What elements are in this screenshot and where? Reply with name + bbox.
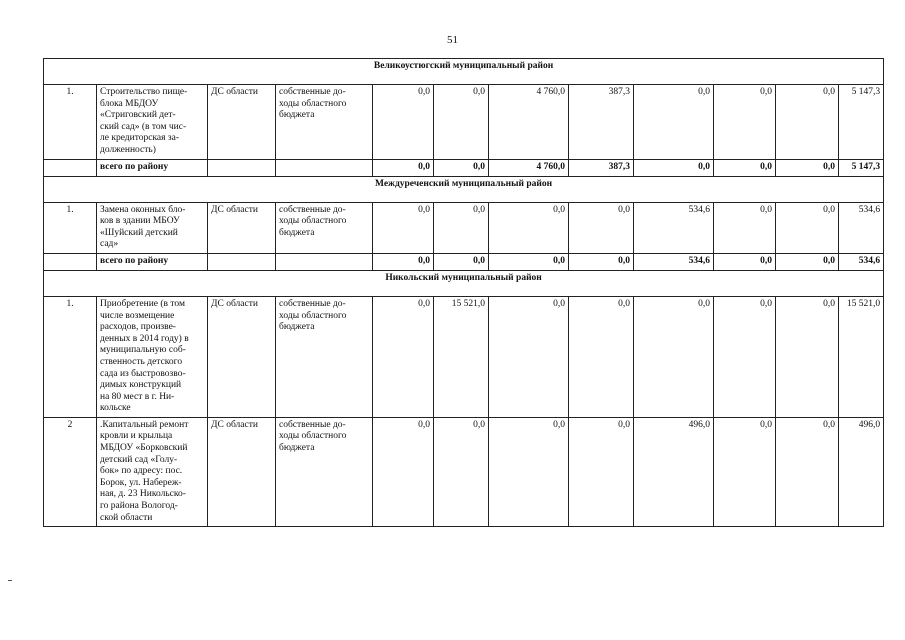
text-line: собственные до- <box>279 87 346 97</box>
value-cell: 0,0 <box>776 85 839 160</box>
value-cell: 534,6 <box>634 202 714 253</box>
object-name <box>97 202 208 253</box>
section-title: Никольский муниципальный район <box>44 270 884 296</box>
total-label: всего по району <box>97 159 208 176</box>
table-row <box>44 417 884 526</box>
total-value-cell: 0,0 <box>714 159 776 176</box>
row-number: 2 <box>44 417 97 526</box>
text-line: долженность) <box>100 144 156 155</box>
total-value-cell: 0,0 <box>714 253 776 270</box>
total-value-cell: 0,0 <box>373 253 434 270</box>
value-cell: 0,0 <box>569 296 634 417</box>
value-cell: 0,0 <box>634 85 714 160</box>
value-cell: 0,0 <box>489 202 569 253</box>
section-header-row <box>44 59 884 85</box>
text-line: .Капитальный ремонт <box>100 419 189 430</box>
budget-table <box>43 58 884 527</box>
total-value-cell: 534,6 <box>839 253 884 270</box>
value-cell: 0,0 <box>434 85 489 160</box>
text-line: ле кредиторская за- <box>100 133 180 144</box>
value-cell: 0,0 <box>776 417 839 526</box>
text-line: ков в здании МБОУ <box>100 216 180 227</box>
value-cell: 387,3 <box>569 85 634 160</box>
value-cell: 15 521,0 <box>434 296 489 417</box>
value-cell: 0,0 <box>373 202 434 253</box>
total-empty-cell <box>276 253 373 270</box>
text-line: димых конструкций <box>100 380 182 391</box>
text-line: Замена оконных бло- <box>100 204 186 215</box>
text-line: числе возмещение <box>100 310 175 321</box>
text-line: Приобретение (в том <box>100 298 186 309</box>
value-cell: 0,0 <box>434 202 489 253</box>
value-cell: 0,0 <box>569 417 634 526</box>
total-value-cell: 4 760,0 <box>489 159 569 176</box>
total-row <box>44 253 884 270</box>
table-row <box>44 296 884 417</box>
text-line: ской области <box>100 512 153 523</box>
total-value-cell: 5 147,3 <box>839 159 884 176</box>
funding-source: ДС области <box>208 202 276 253</box>
text-line: бюджета <box>279 322 315 333</box>
row-number: 1. <box>44 296 97 417</box>
total-row <box>44 159 884 176</box>
total-empty-cell <box>208 159 276 176</box>
value-cell: 15 521,0 <box>839 296 884 417</box>
value-cell: 0,0 <box>373 85 434 160</box>
funding-source: ДС области <box>208 85 276 160</box>
text-line: ходы областного <box>279 216 347 227</box>
value-cell: 0,0 <box>714 85 776 160</box>
text-line: на 80 мест в г. Ни- <box>100 391 175 402</box>
text-line: кровли и крыльца <box>100 431 173 442</box>
text-line: денных в 2014 году) в <box>100 333 189 344</box>
text-line: бюджета <box>279 227 315 238</box>
total-value-cell: 0,0 <box>634 159 714 176</box>
text-line: муниципальную соб- <box>100 345 186 356</box>
total-value-cell: 0,0 <box>776 253 839 270</box>
value-cell: 496,0 <box>839 417 884 526</box>
text-line: бюджета <box>279 110 315 121</box>
value-cell: 0,0 <box>776 296 839 417</box>
section-header-row <box>44 270 884 296</box>
value-cell: 5 147,3 <box>839 85 884 160</box>
text-line: ходы областного <box>279 98 347 109</box>
text-line: сад» <box>100 239 119 250</box>
value-cell: 0,0 <box>373 296 434 417</box>
table-body <box>44 59 884 527</box>
text-line: «Стриговский дет- <box>100 110 176 121</box>
text-line: Строительство пище- <box>100 87 188 97</box>
value-cell: 0,0 <box>714 417 776 526</box>
total-value-cell: 0,0 <box>434 253 489 270</box>
funding-type <box>276 85 373 160</box>
value-cell: 0,0 <box>489 417 569 526</box>
text-line: собственные до- <box>279 419 346 430</box>
section-header-row <box>44 176 884 202</box>
value-cell: 0,0 <box>776 202 839 253</box>
scan-mark <box>8 580 12 581</box>
section-title: Великоустюгский муниципальный район <box>44 59 884 85</box>
text-line: го района Вологод- <box>100 501 178 512</box>
value-cell: 496,0 <box>634 417 714 526</box>
value-cell: 0,0 <box>714 296 776 417</box>
total-empty-cell <box>208 253 276 270</box>
object-name <box>97 85 208 160</box>
object-name <box>97 417 208 526</box>
text-line: блока МБДОУ <box>100 98 159 109</box>
text-line: расходов, произве- <box>100 322 176 333</box>
total-value-cell: 0,0 <box>373 159 434 176</box>
text-line: кольске <box>100 403 131 414</box>
funding-source: ДС области <box>208 417 276 526</box>
table-row <box>44 85 884 160</box>
total-empty-cell <box>44 253 97 270</box>
value-cell: 0,0 <box>489 296 569 417</box>
text-line: бок» по адресу: пос. <box>100 466 183 477</box>
row-number: 1. <box>44 85 97 160</box>
total-empty-cell <box>44 159 97 176</box>
text-line: ная, д. 23 Никольско- <box>100 489 186 500</box>
value-cell: 0,0 <box>714 202 776 253</box>
text-line: «Шуйский детский <box>100 227 178 238</box>
object-name <box>97 296 208 417</box>
funding-type <box>276 417 373 526</box>
value-cell: 0,0 <box>569 202 634 253</box>
page-number: 51 <box>447 34 458 46</box>
total-value-cell: 0,0 <box>776 159 839 176</box>
section-title: Междуреченский муниципальный район <box>44 176 884 202</box>
text-line: собственные до- <box>279 298 346 309</box>
funding-type <box>276 296 373 417</box>
funding-type <box>276 202 373 253</box>
text-line: ственность детского <box>100 356 183 367</box>
total-value-cell: 534,6 <box>634 253 714 270</box>
total-label: всего по району <box>97 253 208 270</box>
value-cell: 4 760,0 <box>489 85 569 160</box>
text-line: МБДОУ «Борковский <box>100 443 188 454</box>
total-value-cell: 0,0 <box>569 253 634 270</box>
row-number: 1. <box>44 202 97 253</box>
total-value-cell: 0,0 <box>489 253 569 270</box>
total-empty-cell <box>276 159 373 176</box>
text-line: ходы областного <box>279 310 347 321</box>
value-cell: 0,0 <box>434 417 489 526</box>
text-line: бюджета <box>279 443 315 454</box>
text-line: ходы областного <box>279 431 347 442</box>
text-line: ский сад» (в том чис- <box>100 121 187 132</box>
text-line: сада из быстровозво- <box>100 368 186 379</box>
funding-source: ДС области <box>208 296 276 417</box>
table-row <box>44 202 884 253</box>
total-value-cell: 387,3 <box>569 159 634 176</box>
text-line: детский сад «Голу- <box>100 454 178 465</box>
text-line: Борок, ул. Набереж- <box>100 477 182 488</box>
value-cell: 0,0 <box>373 417 434 526</box>
value-cell: 0,0 <box>634 296 714 417</box>
total-value-cell: 0,0 <box>434 159 489 176</box>
value-cell: 534,6 <box>839 202 884 253</box>
text-line: собственные до- <box>279 204 346 215</box>
